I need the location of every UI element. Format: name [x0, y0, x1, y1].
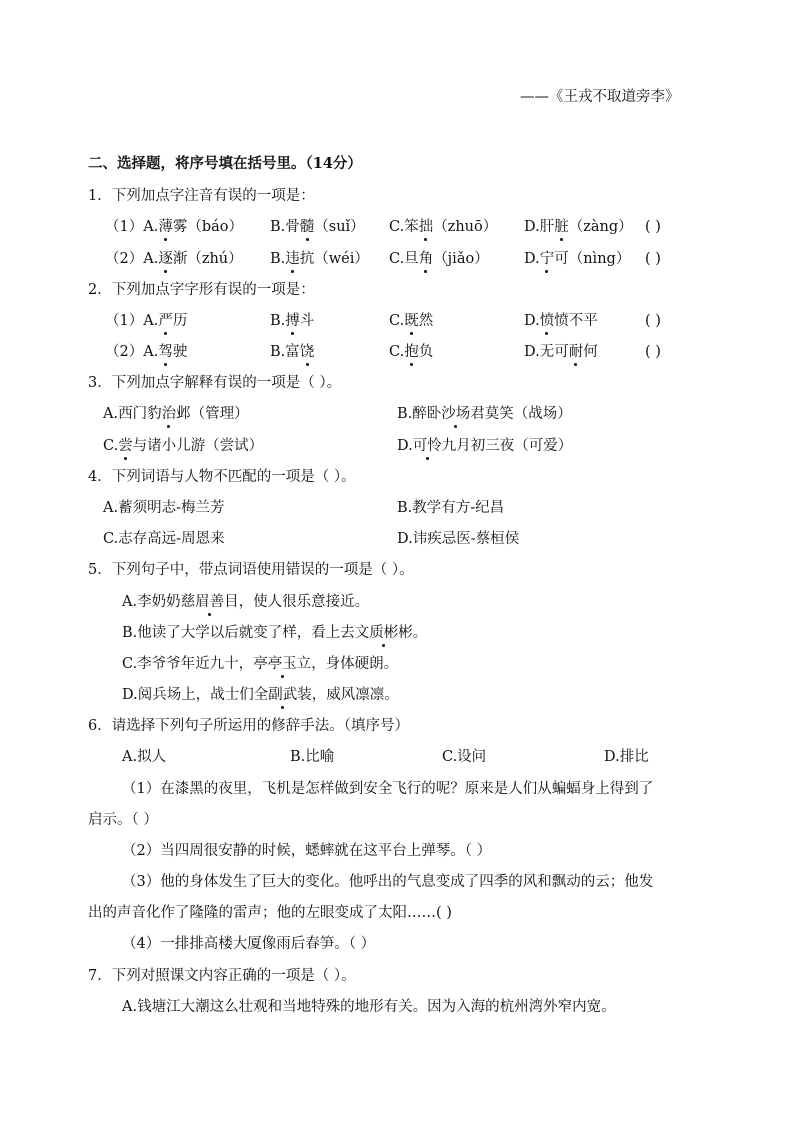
dotted-char: 角 [418, 251, 434, 267]
dotted-char: 抱 [404, 344, 419, 360]
option-b: B.违抗（wéi） [270, 251, 369, 267]
dotted-char: 尝 [118, 438, 133, 454]
question-6-sentence-2: （2）当四周很安静的时候，蟋蟀就在这平台上弹琴。（ ） [122, 843, 492, 859]
question-6-option-a: A.拟人 [122, 749, 167, 765]
dotted-char: 耐 [568, 344, 584, 360]
row-number: （1）A.严历 [105, 313, 188, 329]
question-6-sentence-1-cont: 启示。（ ） [88, 812, 158, 828]
question-6-stem: 6．请选择下列句子所运用的修辞手法。（填序号） [88, 718, 409, 734]
question-3-option-c: C.尝与诸小儿游（尝试） [103, 438, 264, 454]
dotted-char: 治 [161, 406, 177, 422]
question-5-option-d: D.阅兵场上，战士们全副武装，威风凛凛。 [122, 687, 399, 703]
question-1-stem: 1．下列加点字注音有误的一项是： [88, 188, 315, 204]
question-7-stem: 7．下列对照课文内容正确的一项是（ ）。 [88, 968, 356, 984]
dotted-char: 沙场 [441, 406, 471, 422]
question-2-stem: 2．下列加点字字形有误的一项是： [88, 282, 315, 298]
dotted-char: 髓 [299, 219, 315, 235]
question-3-option-b: B.醉卧沙场君莫笑（战场） [397, 406, 572, 422]
option-d: D.宁可（nìng） [524, 251, 631, 267]
question-6-sentence-1: （1）在漆黑的夜里，飞机是怎样做到安全飞行的呢？原来是人们从蝙蝠身上得到了 [122, 781, 654, 797]
dotted-char: 既 [404, 313, 419, 329]
option-c: C.笨拙（zhuō） [389, 219, 498, 235]
section-title: 二、选择题，将序号填在括号里。（14分） [88, 155, 362, 172]
question-6-sentence-4: （4）一排排高楼大厦像雨后春笋。（ ） [122, 936, 376, 952]
question-4-option-d: D.讳疾忌医-蔡桓侯 [397, 531, 520, 547]
dotted-char: 可怜 [412, 438, 442, 454]
option-b: B.富饶 [270, 344, 315, 360]
source-citation: ——《王戎不取道旁李》 [520, 89, 680, 105]
option-d: D.肝脏（zàng） [524, 219, 633, 235]
question-3-stem: 3．下列加点字解释有误的一项是（ ）。 [88, 375, 342, 391]
question-5-option-b: B.他读了大学以后就变了样，看上去文质彬彬。 [122, 625, 428, 641]
answer-parens[interactable]: ( ) [645, 219, 661, 235]
dotted-word: 慈眉善目 [180, 594, 239, 610]
option-b: B.搏斗 [270, 313, 315, 329]
row-number: （2）A.逐渐（zhú） [105, 251, 243, 267]
dotted-char: 违 [285, 251, 300, 267]
question-5-option-c: C.李爷爷年近九十，亭亭玉立，身体硬朗。 [122, 656, 399, 672]
dotted-char: 脏 [554, 219, 569, 235]
option-c: C.抱负 [389, 344, 434, 360]
option-b: B.骨髓（suǐ） [270, 219, 365, 235]
answer-parens[interactable]: ( ) [645, 251, 661, 267]
question-5-stem: 5．下列句子中，带点词语使用错误的一项是（ ）。 [88, 562, 414, 578]
dotted-char: 严 [158, 313, 173, 329]
question-3-option-a: A.西门豹治邺（管理） [103, 406, 249, 422]
answer-parens[interactable]: ( ) [645, 344, 661, 360]
question-4-option-a: A.蓄须明志-梅兰芳 [103, 500, 225, 516]
dotted-char: 驾 [158, 344, 173, 360]
question-6-option-b: B.比喻 [290, 749, 335, 765]
dotted-char: 宁 [539, 251, 555, 267]
dotted-char: 搏 [285, 313, 300, 329]
question-4-option-b: B.教学有方-纪昌 [397, 500, 505, 516]
answer-parens[interactable]: ( ) [645, 313, 661, 329]
question-6-option-c: C.设问 [442, 749, 487, 765]
question-3-option-d: D.可怜九月初三夜（可爱） [397, 438, 573, 454]
option-c: C.既然 [389, 313, 434, 329]
option-d: D.无可耐何 [524, 344, 598, 360]
dotted-char: 逐 [158, 251, 173, 267]
option-d: D.愤愤不平 [524, 313, 598, 329]
option-c: C.旦角（jiǎo） [389, 251, 489, 267]
question-5-option-a: A.李奶奶慈眉善目，使人很乐意接近。 [122, 594, 370, 610]
question-6-sentence-3: （3）他的身体发生了巨大的变化。他呼出的气息变成了四季的风和飘动的云；他发 [122, 874, 654, 890]
row-number: （2）A.驾驶 [105, 344, 188, 360]
question-7-option-a: A.钱塘江大潮这么壮观和当地特殊的地形有关。因为入海的杭州湾外窄内宽。 [122, 999, 616, 1015]
dotted-char: 愤 [539, 313, 555, 329]
question-4-option-c: C.志存高远-周恩来 [103, 531, 225, 547]
question-4-stem: 4．下列词语与人物不匹配的一项是（ ）。 [88, 469, 356, 485]
dotted-char: 拙 [418, 219, 434, 235]
question-6-sentence-3-cont: 出的声音化作了隆隆的雷声；他的左眼变成了太阳……( ) [88, 905, 452, 921]
dotted-word: 全副武装 [253, 687, 312, 703]
dotted-word: 文质彬彬 [354, 625, 413, 641]
question-6-option-d: D.排比 [604, 749, 649, 765]
dotted-char: 薄 [158, 219, 173, 235]
dotted-word: 亭亭玉立 [253, 656, 312, 672]
row-number: （1）A.薄雾（báo） [105, 219, 243, 235]
dotted-char: 饶 [299, 344, 315, 360]
